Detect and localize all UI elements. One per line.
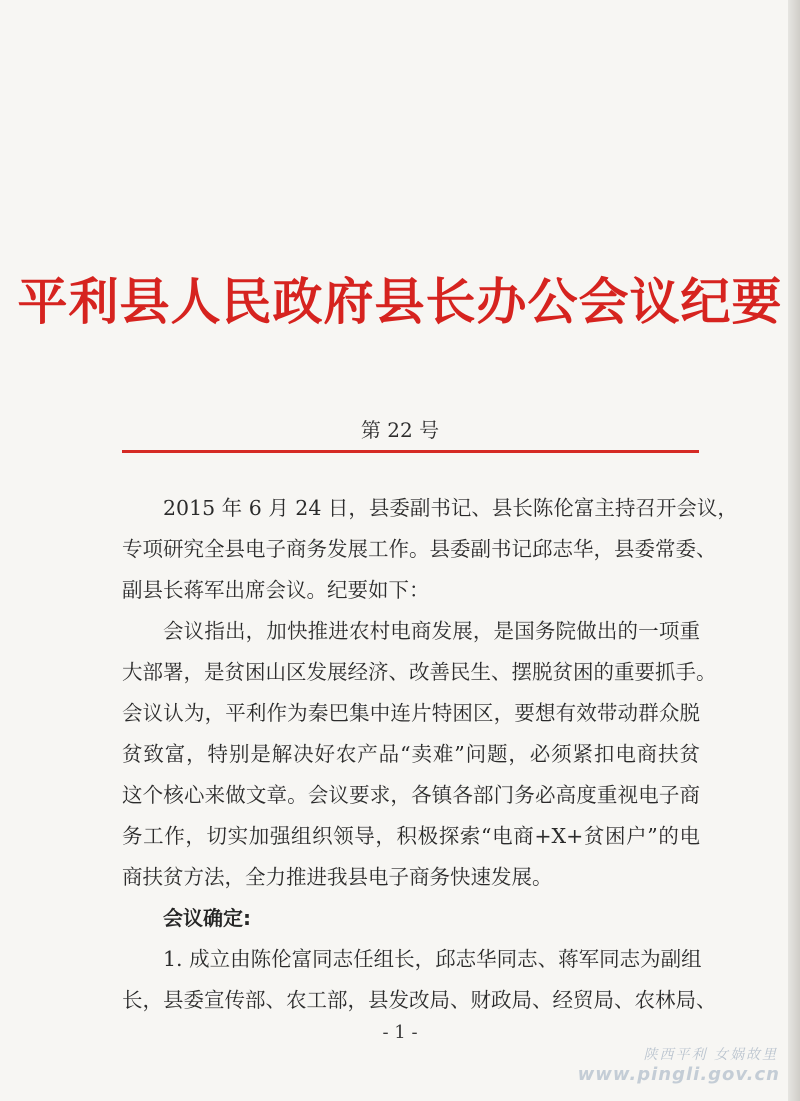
page-number: - 1 - [382,1022,418,1043]
document-number: 第 22 号 [360,418,440,442]
paragraph-2-line-1: 会议指出，加快推进农村电商发展，是国务院做出的一项重 [163,619,700,643]
red-separator-line [122,450,699,453]
paragraph-1-line-1: 2015 年 6 月 24 日，县委副书记、县长陈伦富主持召开会议， [163,496,738,520]
item-1-line-2: 长，县委宣传部、农工部，县发改局、财政局、经贸局、农林局、 [122,988,717,1012]
paragraph-2-line-3: 会议认为，平利作为秦巴集中连片特困区，要想有效带动群众脱 [122,701,700,725]
paragraph-2-line-6: 务工作，切实加强组织领导，积极探索“电商+X+贫困户”的电 [122,824,700,848]
document-body [122,488,738,1021]
paragraph-2-line-4: 贫致富，特别是解决好农产品“卖难”问题，必须紧扣电商扶贫 [122,742,700,766]
watermark-site-name: 陕西平利 女娲故里 [643,1047,778,1063]
paragraph-1-line-2: 专项研究全县电子商务发展工作。县委副书记邱志华，县委常委、 [122,537,717,561]
paragraph-2-line-2: 大部署，是贫困山区发展经济、改善民生、摆脱贫困的重要抓手。 [122,660,717,684]
watermark-url: www.pingli.gov.cn [577,1064,780,1085]
item-1-line-1: 1. 成立由陈伦富同志任组长，邱志华同志、蒋军同志为副组 [163,947,702,971]
document-title: 平利县人民政府县长办公会议纪要 [17,272,783,331]
paragraph-2-line-5: 这个核心来做文章。会议要求，各镇各部门务必高度重视电子商 [122,783,700,807]
paragraph-2-line-7: 商扶贫方法，全力推进我县电子商务快速发展。 [122,865,553,889]
paragraph-1-line-3: 副县长蒋军出席会议。纪要如下： [122,578,430,602]
section-heading: 会议确定: [163,906,251,930]
page-edge-shadow [788,0,800,1101]
